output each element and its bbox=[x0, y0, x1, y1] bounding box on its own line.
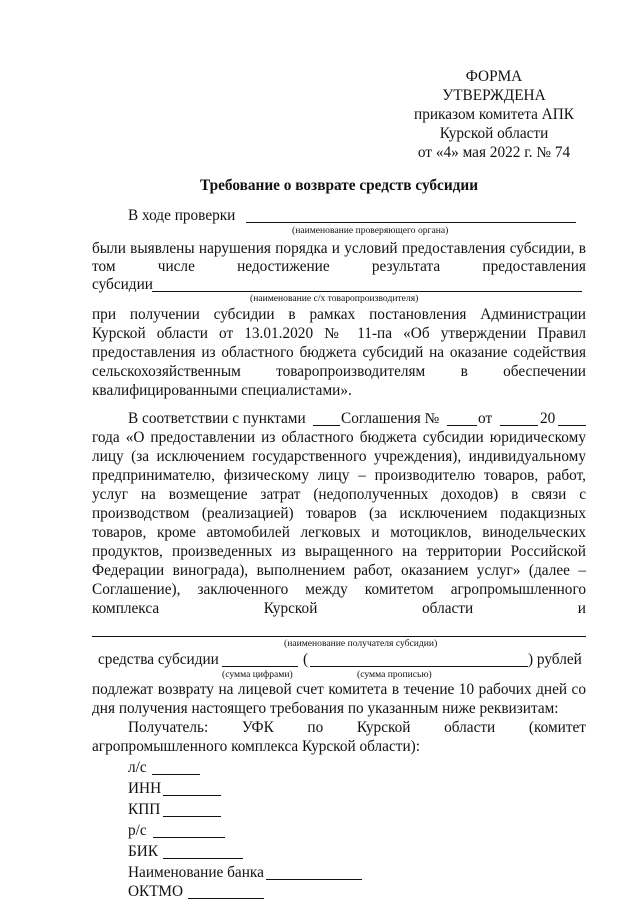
form-label: ФОРМА bbox=[465, 68, 523, 85]
account-label: л/с bbox=[128, 759, 147, 776]
oktmo-field[interactable] bbox=[188, 898, 264, 899]
word: недостижение bbox=[237, 258, 330, 275]
p2-line7: товаров, кроме автомобилей легковых и мотоциклов, винодельческих bbox=[92, 524, 586, 541]
p1-line5: при получении субсидии в рамках постановления Администрации bbox=[92, 306, 586, 323]
p2-line10: Соглашение), заключенного между комитетом агропромышленного bbox=[92, 581, 586, 598]
clauses-field[interactable] bbox=[313, 425, 340, 426]
agreement-year-prefix: 20 bbox=[540, 410, 556, 427]
word: и bbox=[577, 600, 586, 617]
word: в bbox=[460, 363, 468, 380]
word: области bbox=[422, 600, 474, 617]
kpp-label: КПП bbox=[128, 801, 161, 818]
settlement-account-field[interactable] bbox=[153, 837, 225, 838]
oktmo-label: ОКТМО bbox=[128, 883, 184, 900]
p2-line3: лицу (за исключением государственного учреждения), индивидуальному bbox=[92, 448, 586, 465]
word: сельскохозяйственным bbox=[92, 363, 241, 380]
word: (комитет bbox=[528, 719, 586, 736]
amount-digits-field[interactable] bbox=[222, 666, 298, 667]
agreement-year-field[interactable] bbox=[558, 425, 586, 426]
p2-line4: предпринимателю, физическому лицу – производителю товаров, работ, bbox=[92, 467, 586, 484]
bik-label: БИК bbox=[128, 843, 159, 860]
recipient-name-field[interactable] bbox=[92, 636, 586, 637]
kpp-field[interactable] bbox=[163, 816, 221, 817]
agreement-number-field[interactable] bbox=[447, 425, 477, 426]
recipient-name-caption: (наименование получателя субсидии) bbox=[284, 638, 438, 649]
p1-line2: были выявлены нарушения порядка и условий предоставления субсидии, в bbox=[92, 240, 586, 257]
funds-label: средства субсидии bbox=[98, 651, 219, 668]
p2-start: В соответствии с пунктами bbox=[128, 410, 306, 427]
settlement-account-label: р/с bbox=[128, 822, 147, 839]
p1-line3 bbox=[92, 258, 586, 276]
amount-words-caption: (сумма прописью) bbox=[357, 669, 432, 680]
agreement-number-label: Соглашения № bbox=[341, 410, 440, 427]
word: результата bbox=[371, 258, 441, 275]
approved-label: УТВЕРЖДЕНА bbox=[442, 87, 546, 104]
word: области bbox=[444, 719, 496, 736]
word: том bbox=[92, 258, 116, 275]
word: УФК bbox=[241, 719, 274, 736]
p2-line11 bbox=[92, 600, 586, 618]
approval-region: Курской области bbox=[439, 125, 549, 142]
amount-words-field[interactable] bbox=[310, 666, 528, 667]
p1-line6: Курской области от 13.01.2020 № 11-па «Об утверждении Правил bbox=[92, 325, 586, 342]
account-field[interactable] bbox=[152, 774, 200, 775]
amount-digits-caption: (сумма цифрами) bbox=[222, 669, 293, 680]
p1-line9: квалифицированными специалистами». bbox=[92, 382, 352, 399]
word: предоставления bbox=[482, 258, 586, 275]
p2-line9: Федерации винограда), выполнением работ, оказанием услуг» (далее – bbox=[92, 562, 586, 579]
recipient-line bbox=[128, 719, 586, 737]
bank-name-field[interactable] bbox=[266, 879, 362, 880]
document-title: Требование о возврате средств субсидии bbox=[199, 177, 479, 194]
rubles-label: ) рублей bbox=[528, 651, 582, 668]
inspecting-body-caption: (наименование проверяющего органа) bbox=[292, 225, 449, 236]
producer-name-caption: (наименование с/х товаропроизводителя) bbox=[250, 293, 419, 304]
word: обеспечении bbox=[503, 363, 586, 380]
bank-name-label: Наименование банка bbox=[128, 864, 264, 881]
paren-open: ( bbox=[303, 651, 309, 668]
approval-order: приказом комитета АПК bbox=[414, 106, 574, 123]
p2-line2: года «О предоставлении из областного бюджета субсидии юридическому bbox=[92, 429, 586, 446]
recipient-line2: агропромышленного комплекса Курской области): bbox=[92, 738, 420, 755]
p1-line8 bbox=[92, 363, 586, 381]
p2-line6: производством (реализацией) товаров (за исключением подакцизных bbox=[92, 505, 586, 522]
word: числе bbox=[157, 258, 195, 275]
p2-line5: услуг на возмещение затрат (недополученных доходов) в связи с bbox=[92, 486, 586, 503]
agreement-from-label: от bbox=[478, 410, 493, 427]
bik-field[interactable] bbox=[163, 858, 243, 859]
p1-line7: предоставления из областного бюджета субсидий на оказание содействия bbox=[92, 344, 586, 361]
word: товаропроизводителям bbox=[276, 363, 426, 380]
word: комплекса bbox=[92, 600, 160, 617]
inn-field[interactable] bbox=[163, 795, 221, 796]
word: Курской bbox=[356, 719, 411, 736]
inn-label: ИНН bbox=[128, 780, 162, 797]
p2-line14: подлежат возврату на лицевой счет комитета в течение 10 рабочих дней со bbox=[92, 681, 586, 698]
agreement-date-field[interactable] bbox=[500, 425, 538, 426]
producer-name-field[interactable] bbox=[152, 291, 582, 292]
approval-date: от «4» мая 2022 г. № 74 bbox=[417, 144, 571, 161]
word: по bbox=[307, 719, 324, 736]
word: Курской bbox=[263, 600, 318, 617]
word: Получатель: bbox=[128, 719, 209, 736]
p2-line8: продуктов, произведенных из выращенного на территории Российской bbox=[92, 543, 586, 560]
p1-line4: субсидии bbox=[92, 276, 153, 293]
inspecting-body-field[interactable] bbox=[246, 222, 576, 223]
p2-line15: дня получения настоящего требования по указанным ниже реквизитам: bbox=[92, 700, 559, 717]
inspection-start: В ходе проверки bbox=[128, 207, 236, 224]
